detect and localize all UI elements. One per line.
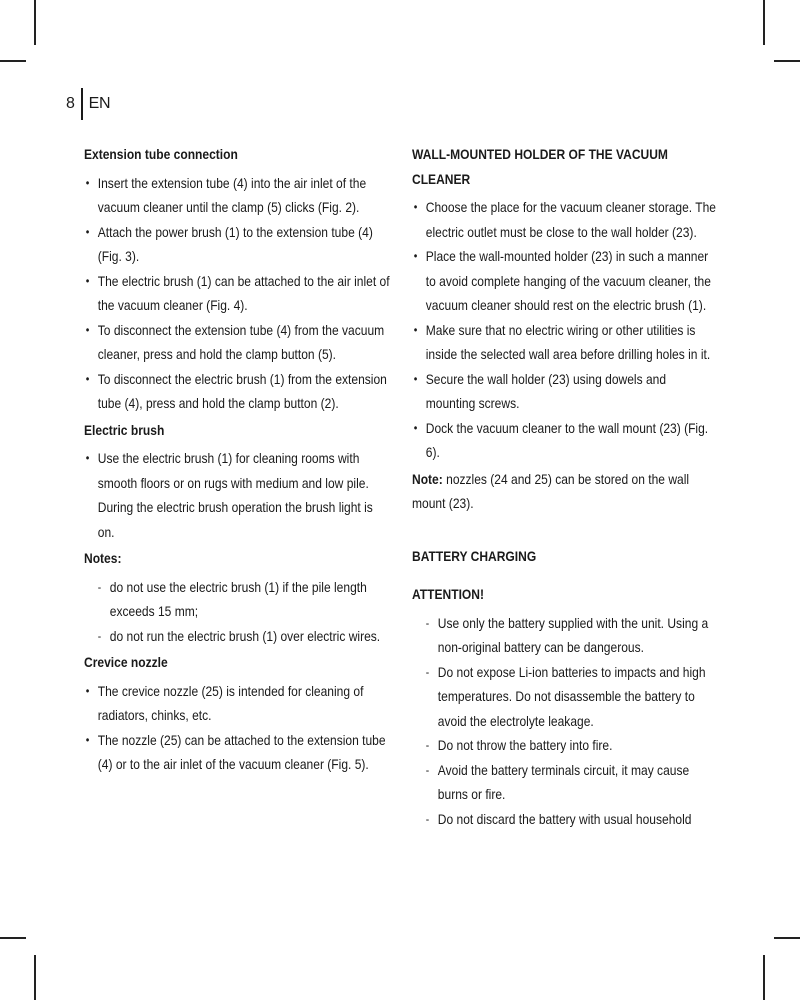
list-item: • To disconnect the electric brush (1) from the extension tube (4), press and hold the clamp button (2).: [84, 367, 392, 416]
extension-tube-list: [84, 171, 392, 416]
list-item: • Secure the wall holder (23) using dowels and mounting screws.: [412, 367, 718, 416]
list-item: • Choose the place for the vacuum cleaner storage. The electric outlet must be close to the wall holder (23).: [412, 195, 718, 244]
list-item: • Dock the vacuum cleaner to the wall mount (23) (Fig. 6).: [412, 416, 718, 465]
list-item: - Do not throw the battery into fire.: [424, 733, 718, 758]
notes-list: [96, 575, 392, 649]
wall-holder-heading: WALL-MOUNTED HOLDER OF THE VACUUM CLEANER: [412, 146, 668, 187]
header-divider: [81, 88, 83, 120]
crop-mark-top-right-h: [774, 60, 800, 62]
list-item: • Place the wall-mounted holder (23) in such a manner to avoid complete hanging of the vacuum cleaner, the vacuum cleaner should rest on the electric brush (1).: [412, 244, 718, 318]
crop-mark-top-left: [34, 0, 36, 45]
crevice-nozzle-list: [84, 679, 392, 777]
left-column: [84, 142, 392, 779]
list-item: - Avoid the battery terminals circuit, it may cause burns or fire.: [424, 758, 718, 807]
list-item: • The electric brush (1) can be attached to the air inlet of the vacuum cleaner (Fig. 4).: [84, 269, 392, 318]
crevice-nozzle-heading: Crevice nozzle: [84, 654, 168, 670]
language-code: EN: [88, 95, 111, 112]
wall-note: [412, 467, 718, 516]
attention-list: [424, 611, 718, 832]
list-item: - Use only the battery supplied with the unit. Using a non-original battery can be dangerous.: [424, 611, 718, 660]
notes-heading: Notes:: [84, 550, 122, 566]
note-text: nozzles (24 and 25) can be stored on the wall mount (23).: [412, 470, 690, 511]
list-item: - do not use the electric brush (1) if the pile length exceeds 15 mm;: [96, 575, 392, 624]
list-item: • Use the electric brush (1) for cleaning rooms with smooth floors or on rugs with medium and low pile. During the electric brush operation the brush light is on.: [84, 446, 392, 544]
list-item: - do not run the electric brush (1) over electric wires.: [96, 624, 392, 649]
electric-brush-heading: Electric brush: [84, 421, 165, 438]
crop-mark-bottom-left: [34, 955, 36, 1000]
list-item: • Insert the extension tube (4) into the air inlet of the vacuum cleaner until the clamp (5) clicks (Fig. 2).: [84, 171, 392, 220]
page-header: [66, 88, 110, 120]
crop-mark-bottom-right: [763, 955, 765, 1000]
page-number: 8: [66, 95, 75, 112]
list-item: • To disconnect the extension tube (4) from the vacuum cleaner, press and hold the clamp button (5).: [84, 318, 392, 367]
note-label: Note:: [412, 470, 443, 487]
attention-heading: ATTENTION!: [412, 586, 485, 602]
extension-tube-heading: Extension tube connection: [84, 146, 238, 162]
list-item: • Attach the power brush (1) to the extension tube (4) (Fig. 3).: [84, 220, 392, 269]
electric-brush-list: [84, 446, 392, 544]
list-item: • Make sure that no electric wiring or other utilities is inside the selected wall area before drilling holes in it.: [412, 318, 718, 367]
crop-mark-top-right: [763, 0, 765, 45]
crop-mark-top-left-h: [0, 60, 26, 62]
list-item: • The crevice nozzle (25) is intended for cleaning of radiators, chinks, etc.: [84, 679, 392, 728]
crop-mark-bottom-left-h: [0, 937, 26, 939]
right-column: [412, 142, 718, 833]
battery-charging-heading: BATTERY CHARGING: [412, 547, 537, 564]
wall-holder-list: [412, 195, 718, 465]
crop-mark-bottom-right-h: [774, 937, 800, 939]
list-item: - Do not discard the battery with usual household: [424, 807, 718, 832]
list-item: • The nozzle (25) can be attached to the extension tube (4) or to the air inlet of the vacuum cleaner (Fig. 5).: [84, 728, 392, 777]
list-item: - Do not expose Li-ion batteries to impacts and high temperatures. Do not disassemble the battery to avoid the electrolyte leakage.: [424, 660, 718, 734]
